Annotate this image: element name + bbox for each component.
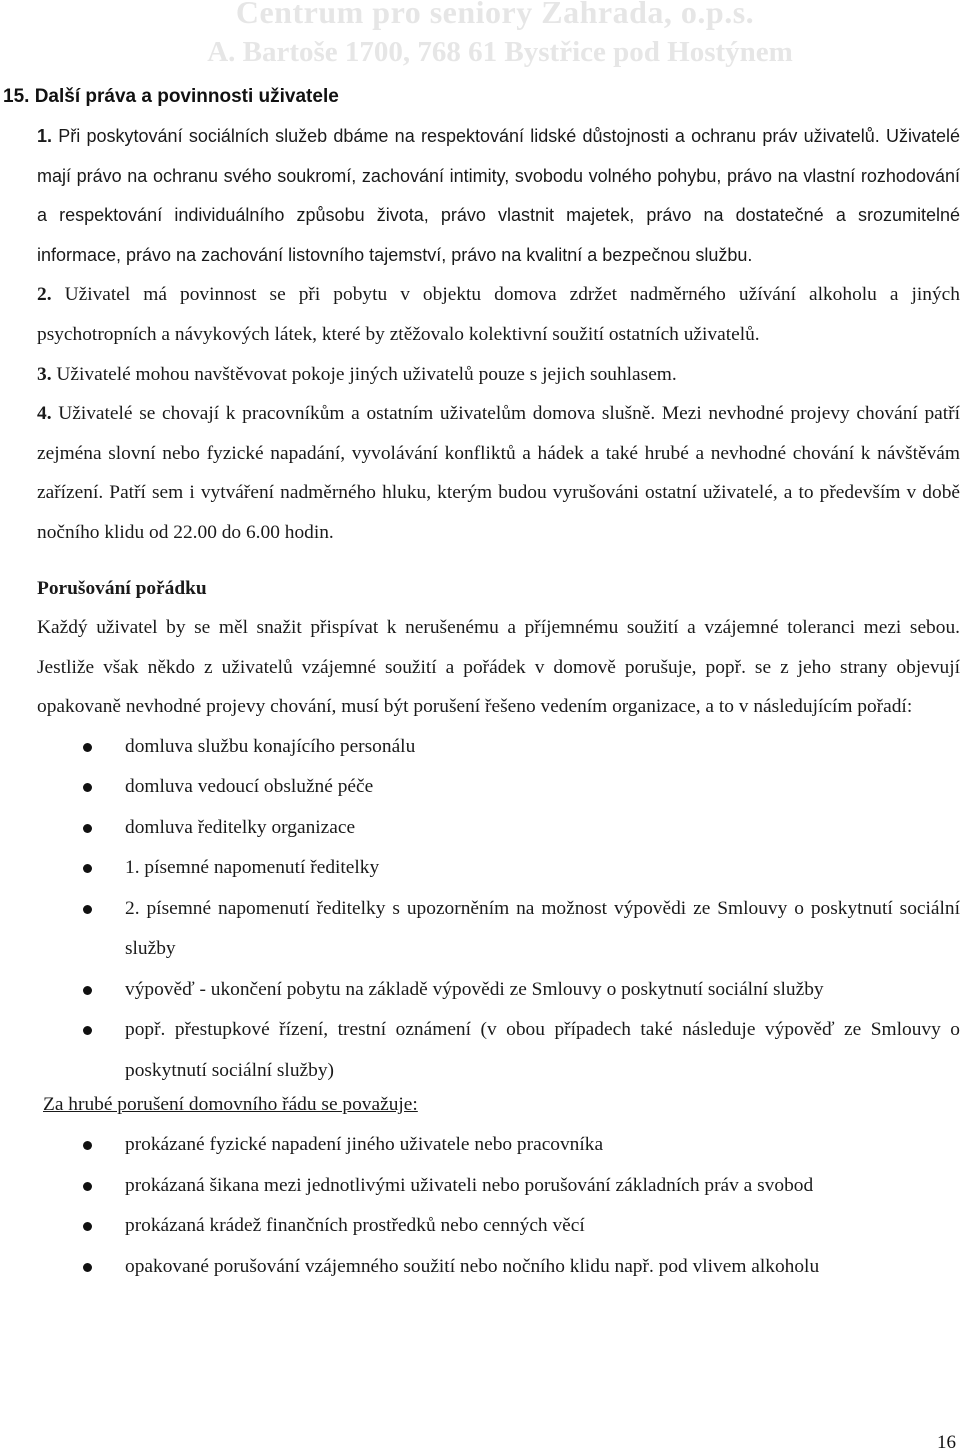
bullet-icon [83,1141,92,1150]
point-number: 3. [37,363,52,385]
list-item: domluva službu konajícího personálu [37,727,960,768]
bullet-icon [83,1263,92,1272]
bullet-icon [83,1026,92,1035]
point-4 [37,394,960,552]
point-number: 2. [37,284,52,306]
list-item: prokázaná krádež finančních prostředků nebo cenných věcí [37,1206,960,1247]
document-body [37,117,960,1287]
point-text: Při poskytování sociálních služeb dbáme na respektování lidské důstojnosti a ochranu práv uživatelů. Uživatelé mají právo na ochranu svého soukromí, zachování intimity, svobodu volného pohybu, právo na vlastní rozhodování a respektování individuálního způsobu života, právo vlastnit majetek, právo na dostatečné a srozumitelné informace, právo na zachování listovního tajemství, právo na kvalitní a bezpečnou službu. [37,126,960,265]
bullet-icon [83,1182,92,1191]
list-item: 1. písemné napomenutí ředitelky [37,848,960,889]
point-1 [37,117,960,275]
bullet-icon [83,1222,92,1231]
section-heading: 15. Další práva a povinnosti uživatele [3,86,339,107]
violations-intro: Každý uživatel by se měl snažit přispívat k nerušenému a příjemnému soužití a vzájemné toleranci mezi sebou. Jestliže však někdo z uživatelů vzájemné soužití a pořádek v domově porušuje, popř. se z jeho strany objevují opakovaně nevhodné projevy chování, musí být porušení řešeno vedením organizace, a to v následujícím pořadí: [37,617,960,718]
violation-steps-list [37,727,960,1092]
bullet-icon [83,743,92,752]
point-2 [37,275,960,354]
gross-violations-heading: Za hrubé porušení domovního řádu se považuje: [43,1094,418,1116]
gross-violations-list [37,1125,960,1287]
bullet-icon [83,864,92,873]
point-text: Uživatelé mohou navštěvovat pokoje jiných uživatelů pouze s jejich souhlasem. [56,363,677,385]
list-item: popř. přestupkové řízení, trestní oznámení (v obou případech také následuje výpověď ze Smlouvy o poskytnutí sociální služby) [37,1010,960,1091]
bullet-icon [83,986,92,995]
point-number: 4. [37,403,52,425]
list-item: prokázané fyzické napadení jiného uživatele nebo pracovníka [37,1125,960,1166]
bullet-icon [83,824,92,833]
bullet-icon [83,783,92,792]
point-3 [37,355,960,395]
list-item: domluva vedoucí obslužné péče [37,767,960,808]
header-org-name-watermark: Centrum pro seniory Zahrada, o.p.s. [235,0,755,30]
list-item: prokázaná šikana mezi jednotlivými uživateli nebo porušování základních práv a svobod [37,1166,960,1207]
list-item: 2. písemné napomenutí ředitelky s upozorněním na možnost výpovědi ze Smlouvy o poskytnutí sociální služby [37,889,960,970]
list-item: výpověď - ukončení pobytu na základě výpovědi ze Smlouvy o poskytnutí sociální služby [37,970,960,1011]
bullet-icon [83,905,92,914]
header-address-watermark: A. Bartoše 1700, 768 61 Bystřice pod Hostýnem [207,36,793,68]
point-text: Uživatel má povinnost se při pobytu v objektu domova zdržet nadměrného užívání alkoholu a jiných psychotropních a návykových látek, které by ztěžovalo kolektivní soužití ostatních uživatelů. [37,284,960,345]
list-item: opakované porušování vzájemného soužití nebo nočního klidu např. pod vlivem alkoholu [37,1247,960,1288]
page-number: 16 [937,1432,956,1453]
violations-heading: Porušování pořádku [37,577,207,599]
point-text: Uživatelé se chovají k pracovníkům a ostatním uživatelům domova slušně. Mezi nevhodné projevy chování patří zejména slovní nebo fyzické napadání, vyvolávání konfliktů a hádek a také hrubé a nevhodné chování k návštěvám zařízení. Patří sem i vytváření nadměrného hluku, kterým budou vyrušováni ostatní uživatelé, a to především v době nočního klidu od 22.00 do 6.00 hodin. [37,403,960,543]
point-number: 1. [37,126,53,146]
list-item: domluva ředitelky organizace [37,808,960,849]
